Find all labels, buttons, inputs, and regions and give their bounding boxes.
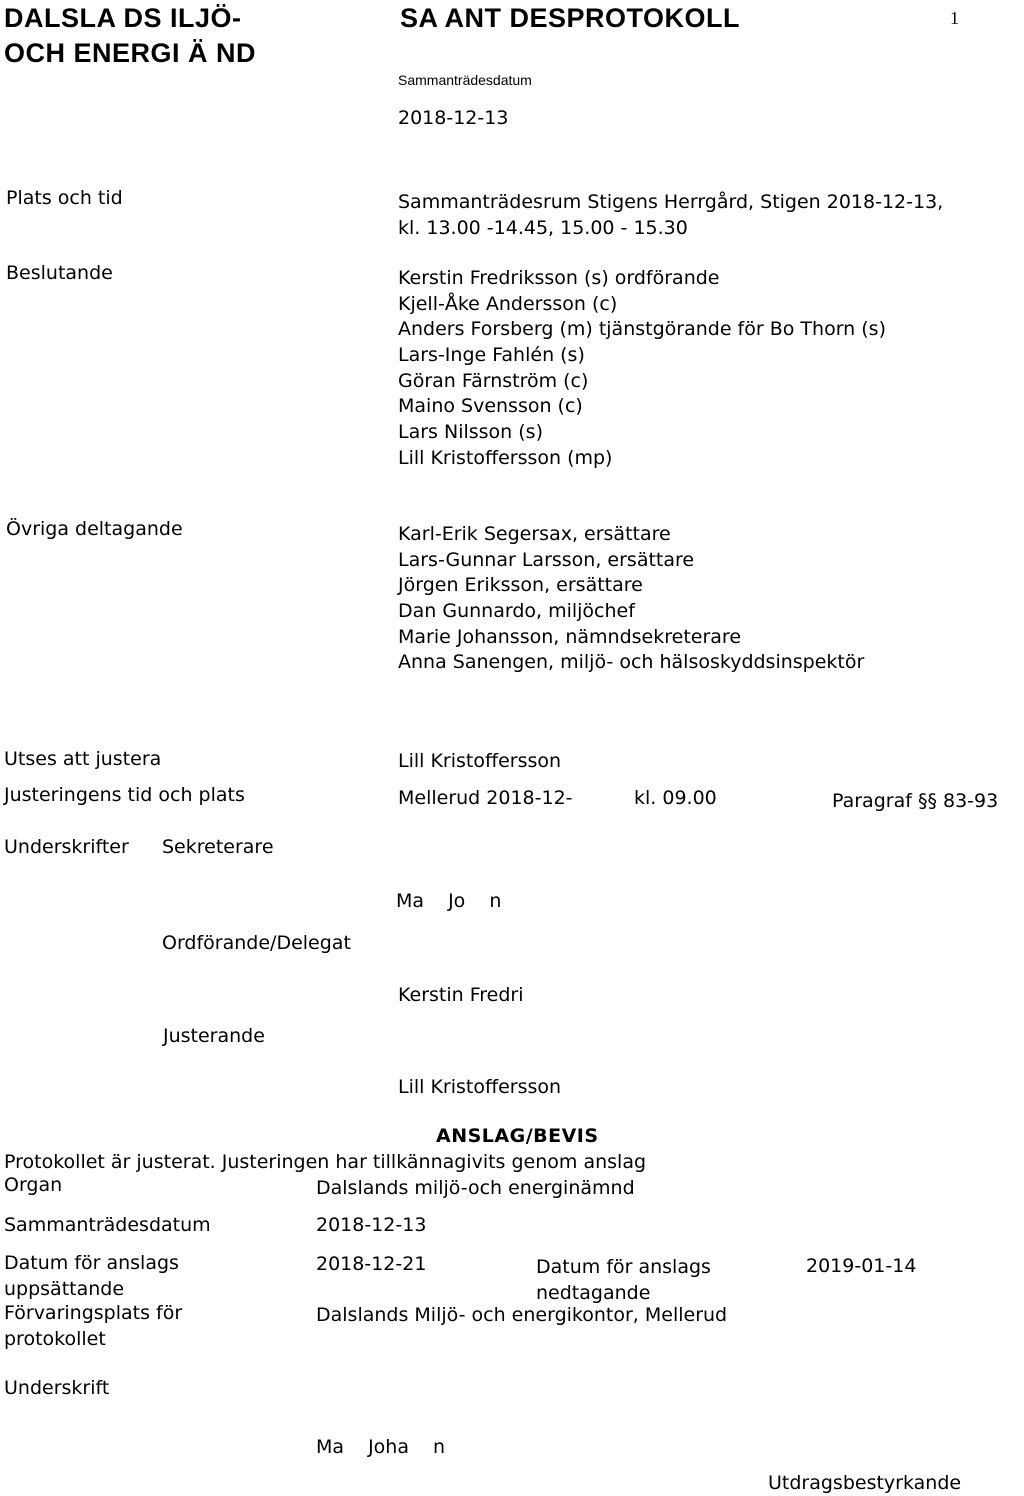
removed-date-label xyxy=(536,1255,711,1306)
other-participant: Jörgen Eriksson, ersättare xyxy=(398,574,643,597)
meeting-date-label: Sammanträdesdatum xyxy=(398,72,532,88)
signatures-label: Underskrifter xyxy=(4,836,129,858)
secretary-label: Sekreterare xyxy=(162,836,274,858)
adjuster-name: Lill Kristoffersson xyxy=(398,1076,562,1098)
deciding-member: Maino Svensson (c) xyxy=(398,395,583,418)
storage-label xyxy=(4,1301,182,1352)
deciding-member: Göran Färnström (c) xyxy=(398,369,589,392)
notice-meeting-date-label: Sammanträdesdatum xyxy=(4,1214,211,1236)
extract-certification-label: Utdragsbestyrkande xyxy=(768,1472,962,1494)
place-time-label: Plats och tid xyxy=(6,187,123,209)
appointed-adjuster-label: Utses att justera xyxy=(4,748,162,770)
place-time-line1: Sammanträdesrum Stigens Herrgård, Stigen 2018-12-13, xyxy=(398,191,944,213)
adjustment-time-place-value: Mellerud 2018-12- xyxy=(398,787,573,809)
notice-heading: ANSLAG/BEVIS xyxy=(436,1125,599,1147)
other-participant: Karl-Erik Segersax, ersättare xyxy=(398,523,671,545)
storage-label-line2: protokollet xyxy=(4,1327,106,1350)
organ-value: Dalslands miljö-och energinämnd xyxy=(316,1177,635,1199)
other-participant: Lars-Gunnar Larsson, ersättare xyxy=(398,548,695,571)
posted-date-label-line2: uppsättande xyxy=(4,1277,125,1300)
notice-meeting-date-value: 2018-12-13 xyxy=(316,1214,427,1236)
posted-date-label xyxy=(4,1251,179,1302)
other-participant: Anna Sanengen, miljö- och hälsoskyddsinspektör xyxy=(398,651,865,674)
secretary-name: Ma Jo n xyxy=(396,890,502,912)
place-time-line2: kl. 13.00 -14.45, 15.00 - 15.30 xyxy=(398,217,688,239)
deciding-member: Lars Nilsson (s) xyxy=(398,421,543,444)
deciding-member: Kjell-Åke Andersson (c) xyxy=(398,292,618,315)
notice-signature-name: Ma Joha n xyxy=(316,1436,446,1458)
paragraph-range: Paragraf §§ 83-93 xyxy=(832,790,999,812)
adjustment-time: kl. 09.00 xyxy=(634,787,717,809)
removed-date-label-line1: Datum för anslags xyxy=(536,1256,711,1278)
storage-label-line1: Förvaringsplats för xyxy=(4,1302,183,1324)
deciding-list xyxy=(398,266,886,472)
appointed-adjuster-value: Lill Kristoffersson xyxy=(398,750,562,772)
removed-date-value: 2019-01-14 xyxy=(806,1255,917,1277)
meeting-date-value: 2018-12-13 xyxy=(398,107,509,129)
posted-date-value: 2018-12-21 xyxy=(316,1253,427,1275)
chair-label: Ordförande/Delegat xyxy=(162,932,351,954)
adjustment-time-place-label: Justeringens tid och plats xyxy=(4,784,245,806)
organ-label: Organ xyxy=(4,1174,63,1196)
organization-name-line2: OCH ENERGI Ä ND xyxy=(4,38,257,68)
deciding-member: Lars-Inge Fahlén (s) xyxy=(398,344,585,367)
deciding-member: Anders Forsberg (m) tjänstgörande för Bo Thorn (s) xyxy=(398,318,886,341)
notice-signature-label: Underskrift xyxy=(4,1377,110,1399)
other-participant: Dan Gunnardo, miljöchef xyxy=(398,600,635,623)
deciding-member: Lill Kristoffersson (mp) xyxy=(398,446,613,469)
other-participant: Marie Johansson, nämndsekreterare xyxy=(398,625,742,648)
document-title: SA ANT DESPROTOKOLL xyxy=(400,3,741,33)
notice-statement: Protokollet är justerat. Justeringen har tillkännagivits genom anslag xyxy=(4,1151,647,1173)
other-participants-list xyxy=(398,522,864,676)
page-number: 1 xyxy=(950,8,959,28)
other-participants-label: Övriga deltagande xyxy=(6,518,183,540)
deciding-label: Beslutande xyxy=(6,262,113,284)
adjuster-label: Justerande xyxy=(163,1025,265,1047)
chair-name: Kerstin Fredri xyxy=(398,984,524,1006)
removed-date-label-line2: nedtagande xyxy=(536,1281,651,1304)
posted-date-label-line1: Datum för anslags xyxy=(4,1252,179,1274)
storage-value: Dalslands Miljö- och energikontor, Mellerud xyxy=(316,1304,728,1326)
deciding-member: Kerstin Fredriksson (s) ordförande xyxy=(398,267,720,289)
organization-name-line1: DALSLA DS ILJÖ- xyxy=(4,3,242,33)
